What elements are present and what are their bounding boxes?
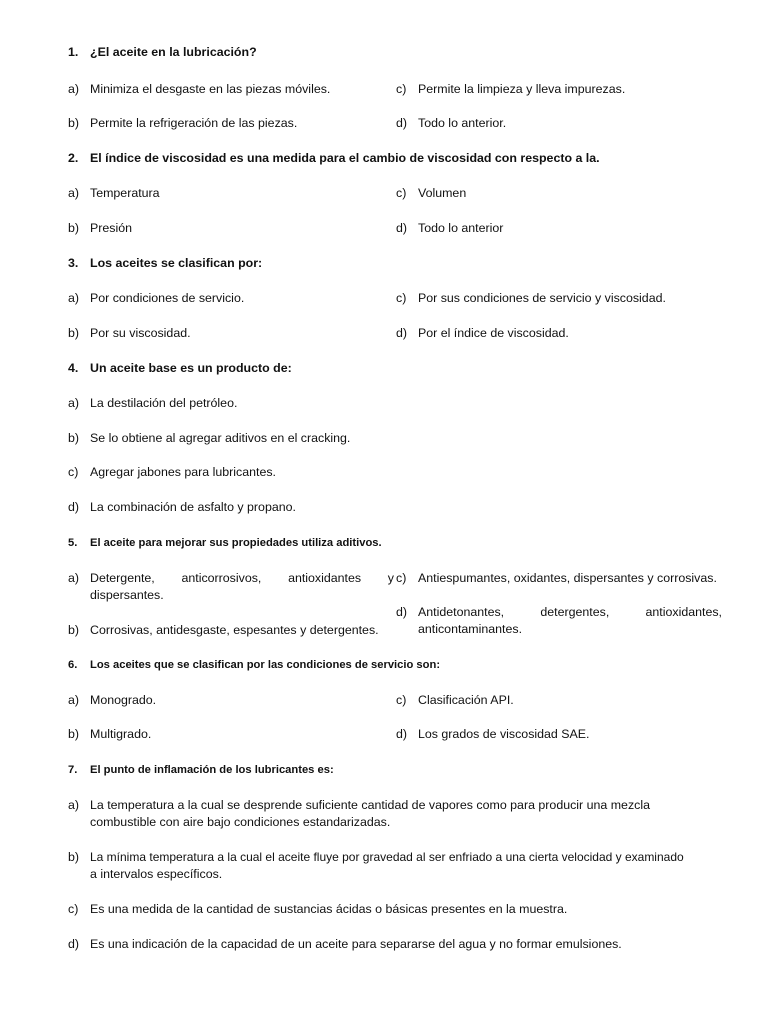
question-text: Un aceite base es un producto de: <box>90 361 292 375</box>
option-text: Minimiza el desgaste en las piezas móviles. <box>90 82 331 96</box>
option-letter: d) <box>68 937 80 951</box>
question-number: 5. <box>68 537 78 549</box>
option-text: Los grados de viscosidad SAE. <box>418 727 590 741</box>
option-text-line-1: La temperatura a la cual se desprende suficiente cantidad de vapores como para producir una mezcla <box>90 798 650 812</box>
option-text: Multigrado. <box>90 727 152 741</box>
option-text: Corrosivas, antidesgaste, espesantes y detergentes. <box>90 623 379 637</box>
question-number: 7. <box>68 764 78 776</box>
option-text-line-1: Antidetonantes, detergentes, antioxidantes, <box>418 605 722 619</box>
option-letter: a) <box>68 571 80 585</box>
option-text: La destilación del petróleo. <box>90 396 238 410</box>
question-text: ¿El aceite en la lubricación? <box>90 45 257 59</box>
option-letter: a) <box>68 798 80 812</box>
option-text: Permite la limpieza y lleva impurezas. <box>418 82 626 96</box>
question-number: 6. <box>68 659 78 671</box>
option-text: Es una indicación de la capacidad de un aceite para separarse del agua y no formar emulsiones. <box>90 937 622 951</box>
option-text: Agregar jabones para lubricantes. <box>90 465 276 479</box>
option-letter: b) <box>68 221 80 235</box>
question-text: El punto de inflamación de los lubricantes es: <box>90 764 334 776</box>
question-number: 1. <box>68 45 79 59</box>
option-letter: b) <box>68 116 80 130</box>
option-letter: d) <box>396 605 408 619</box>
option-text: Por sus condiciones de servicio y viscosidad. <box>418 291 666 305</box>
option-text-line-1: Detergente, anticorrosivos, antioxidantes y <box>90 571 394 585</box>
option-letter: b) <box>68 850 80 864</box>
option-text: Volumen <box>418 186 467 200</box>
option-text: Presión <box>90 221 133 235</box>
option-letter: c) <box>396 571 407 585</box>
option-text: Por su viscosidad. <box>90 326 191 340</box>
option-letter: b) <box>68 326 80 340</box>
option-text: Todo lo anterior <box>418 221 504 235</box>
option-letter: c) <box>396 291 407 305</box>
option-letter: b) <box>68 431 80 445</box>
question-number: 2. <box>68 151 79 165</box>
option-text: Antiespumantes, oxidantes, dispersantes y corrosivas. <box>418 571 717 585</box>
option-text: Todo lo anterior. <box>418 116 507 130</box>
option-letter: a) <box>68 396 80 410</box>
question-text: Los aceites que se clasifican por las condiciones de servicio son: <box>90 659 441 671</box>
option-text: Temperatura <box>90 186 160 200</box>
option-letter: a) <box>68 693 80 707</box>
option-text-line-2: combustible con aire bajo condiciones estandarizadas. <box>90 815 391 829</box>
option-letter: c) <box>68 465 79 479</box>
option-letter: c) <box>68 902 79 916</box>
option-letter: a) <box>68 291 80 305</box>
option-text-line-2: dispersantes. <box>90 588 164 602</box>
option-text: Por condiciones de servicio. <box>90 291 245 305</box>
option-letter: a) <box>68 186 80 200</box>
question-text: El índice de viscosidad es una medida para el cambio de viscosidad con respecto a la. <box>90 151 600 165</box>
option-letter: b) <box>68 623 80 637</box>
question-text: Los aceites se clasifican por: <box>90 256 263 270</box>
option-letter: d) <box>396 221 408 235</box>
option-letter: d) <box>68 500 80 514</box>
option-text: Se lo obtiene al agregar aditivos en el cracking. <box>90 431 351 445</box>
question-number: 4. <box>68 361 79 375</box>
option-letter: a) <box>68 82 80 96</box>
option-letter: d) <box>396 326 408 340</box>
option-letter: d) <box>396 116 408 130</box>
option-letter: d) <box>396 727 408 741</box>
option-letter: c) <box>396 82 407 96</box>
question-text: El aceite para mejorar sus propiedades utiliza aditivos. <box>90 537 382 549</box>
option-text-line-2: anticontaminantes. <box>418 622 523 636</box>
option-text: La combinación de asfalto y propano. <box>90 500 296 514</box>
option-letter: c) <box>396 186 407 200</box>
option-text-line-1: La mínima temperatura a la cual el aceite fluye por gravedad al ser enfriado a una cierta velocidad y examinado <box>90 850 684 864</box>
option-text: Monogrado. <box>90 693 157 707</box>
option-text: Por el índice de viscosidad. <box>418 326 569 340</box>
option-letter: b) <box>68 727 80 741</box>
question-number: 3. <box>68 256 79 270</box>
option-text: Permite la refrigeración de las piezas. <box>90 116 298 130</box>
option-letter: c) <box>396 693 407 707</box>
option-text-line-2: a intervalos específicos. <box>90 867 223 881</box>
option-text: Clasificación API. <box>418 693 514 707</box>
option-text: Es una medida de la cantidad de sustancias ácidas o básicas presentes en la muestra. <box>90 902 568 916</box>
